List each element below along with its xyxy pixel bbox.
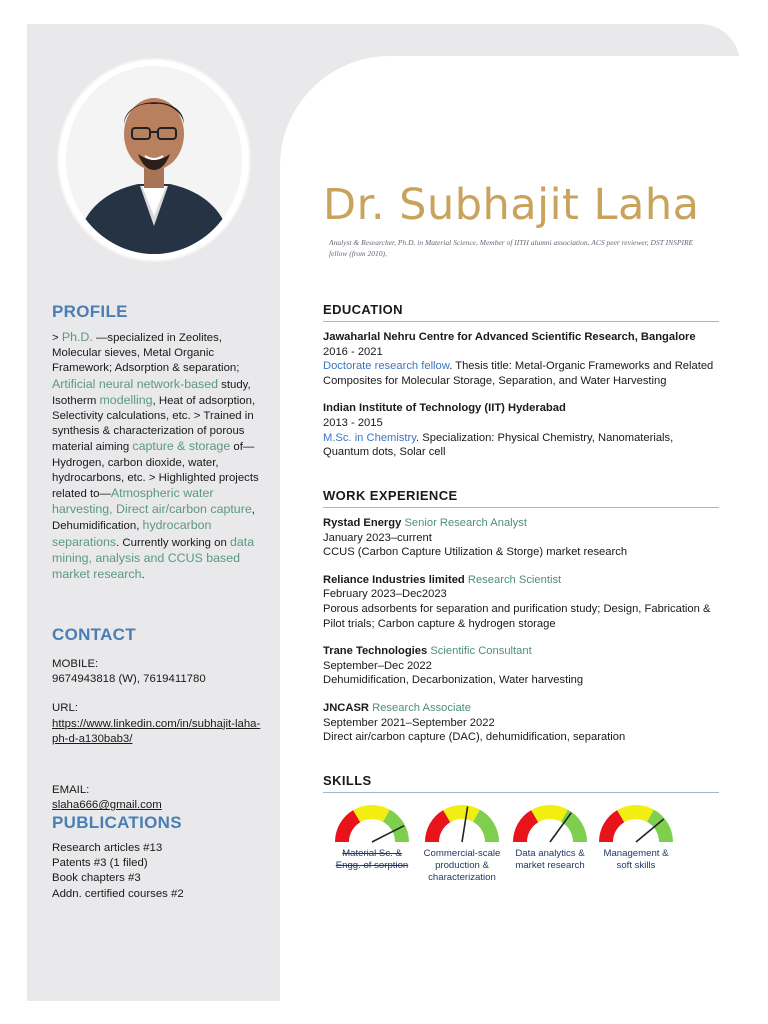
profile-highlight: modelling [99, 392, 153, 407]
profile-text-part: . Currently working on [116, 536, 231, 549]
profile-highlight: hydrocarbon separations [52, 518, 212, 549]
gauge-icon [334, 800, 410, 846]
profile-text [52, 330, 262, 583]
profile-section [52, 302, 262, 583]
gauge-icon [424, 800, 500, 846]
work-entry [323, 701, 719, 745]
skills-heading: SKILLS [323, 773, 719, 793]
profile-text-part: > [52, 332, 62, 344]
person-portrait-icon [66, 66, 242, 254]
gauge-high-segment [386, 816, 402, 842]
work-entry [323, 516, 719, 560]
job-role: Senior Research Analyst [404, 517, 527, 529]
skill-gauge [509, 800, 591, 872]
skill-label: Commercial-scale production & characterization [423, 848, 501, 883]
skills-gauges [331, 800, 681, 900]
degree-details: . Specialization: Physical Chemistry, Nanomaterials, Quantum dots, Solar cell [323, 431, 674, 459]
profile-highlight: data mining, analysis and CCUS based market research [52, 534, 255, 582]
contact-heading: CONTACT [52, 625, 136, 644]
publication-item: Book chapters #3 [52, 872, 141, 885]
profile-text-part: study, Isotherm [52, 378, 251, 407]
gauge-high-segment [476, 816, 492, 842]
publications-section [52, 813, 262, 902]
institution-name: Jawaharlal Nehru Centre for Advanced Scientific Research, Bangalore [323, 331, 696, 343]
institution-name: Indian Institute of Technology (IIT) Hyderabad [323, 402, 566, 415]
contact-section [52, 625, 262, 813]
publications-list [52, 841, 262, 902]
skill-label: Material Sc. & Engg. of sorption [335, 848, 409, 871]
work-entry [323, 573, 719, 631]
job-role: Research Scientist [467, 573, 562, 586]
skill-gauge [331, 800, 413, 872]
education-section [323, 302, 719, 473]
gauge-low-segment [342, 816, 357, 842]
skill-label: Data analytics & market research [515, 848, 585, 871]
education-years: 2013 - 2015 [323, 416, 383, 429]
profile-highlight: capture & storage [132, 439, 231, 454]
job-description: Direct air/carbon capture (DAC), dehumidification, separation [323, 731, 626, 744]
work-entry [323, 644, 719, 688]
education-heading: EDUCATION [323, 302, 719, 322]
profile-text-part: , Heat of adsorption, Selectivity calculations, etc. > Trained in synthesis & characterization of porous material aiming [52, 394, 256, 454]
candidate-name: Dr. Subhajit Laha [323, 180, 700, 230]
gauge-icon [598, 800, 674, 846]
job-dates: September–Dec 2022 [323, 659, 432, 672]
company-name: Trane Technologies [323, 645, 428, 658]
education-entry [323, 330, 719, 388]
profile-text-part: —specialized in Zeolites, Molecular sieves, Metal Organic Framework; Adsorption & separation; [52, 332, 240, 375]
url-label: URL: [52, 702, 78, 715]
job-role: Scientific Consultant [430, 645, 532, 658]
degree-name: M.Sc. in Chemistry [323, 431, 417, 444]
skill-gauge [421, 800, 503, 884]
gauge-mid-segment [447, 812, 477, 816]
publications-heading: PUBLICATIONS [52, 813, 182, 832]
publication-item: Research articles #13 [52, 842, 163, 854]
job-dates: January 2023–current [323, 531, 432, 544]
work-experience-section [323, 488, 719, 758]
gauge-low-segment [606, 816, 621, 842]
company-name: JNCASR [323, 701, 370, 714]
profile-heading: PROFILE [52, 302, 128, 321]
linkedin-link[interactable]: https://www.linkedin.com/in/subhajit-laha-ph-d-a130bab3/ [52, 717, 261, 745]
tagline: Analyst & Researcher, Ph.D. in Material Science, Member of IITH alumni association, ACS peer reviewer, DST INSPIRE fellow (from 2010), [329, 238, 694, 258]
profile-highlight: Ph.D. [61, 330, 93, 344]
work-experience-heading: WORK EXPERIENCE [323, 488, 719, 508]
profile-highlight: Atmospheric water harvesting, Direct air/carbon capture [52, 486, 252, 517]
degree-details: . Thesis title: Metal-Organic Frameworks and Related Composites for Molecular Storage, Separation, and Water Harvesting [323, 360, 714, 387]
gauge-mid-segment [357, 812, 387, 816]
gauge-low-segment [520, 816, 535, 842]
education-years: 2016 - 2021 [323, 345, 383, 358]
skills-section [323, 773, 719, 801]
email-label: EMAIL: [52, 784, 90, 797]
gauge-mid-segment [535, 812, 565, 816]
job-description: CCUS (Carbon Capture Utilization & Storge) market research [323, 546, 628, 559]
degree-name: Doctorate research fellow [323, 360, 450, 373]
job-role: Research Associate [372, 701, 471, 714]
gauge-mid-segment [621, 812, 651, 816]
profile-photo [66, 66, 242, 254]
publication-item: Patents #3 (1 filed) [52, 857, 148, 870]
job-dates: February 2023–Dec2023 [323, 588, 447, 601]
job-description: Dehumidification, Decarbonization, Water harvesting [323, 674, 584, 687]
profile-text-part: , Dehumidification, [52, 504, 255, 533]
skill-gauge [595, 800, 677, 872]
company-name: Rystad Energy [323, 517, 402, 529]
mobile-value: 9674943818 (W), 7619411780 [52, 673, 206, 686]
gauge-icon [512, 800, 588, 846]
gauge-low-segment [432, 816, 447, 842]
education-entry [323, 401, 719, 459]
mobile-label: MOBILE: [52, 658, 99, 670]
job-dates: September 2021–September 2022 [323, 716, 495, 729]
profile-text-part: . [141, 569, 145, 582]
profile-text-part: of—Hydrogen, carbon dioxide, water, hydrocarbons, etc. > Highlighted projects related to— [52, 441, 259, 501]
company-name: Reliance Industries limited [323, 573, 465, 586]
profile-highlight: Artificial neural network-based [52, 376, 218, 391]
job-description: Porous adsorbents for separation and purification study; Design, Fabrication & Pilot trials; Carbon capture & hydrogen storage [323, 602, 711, 630]
publication-item: Addn. certified courses #2 [52, 887, 184, 900]
email-link[interactable]: slaha666@gmail.com [52, 799, 162, 812]
skill-label: Management & soft skills [603, 848, 669, 871]
